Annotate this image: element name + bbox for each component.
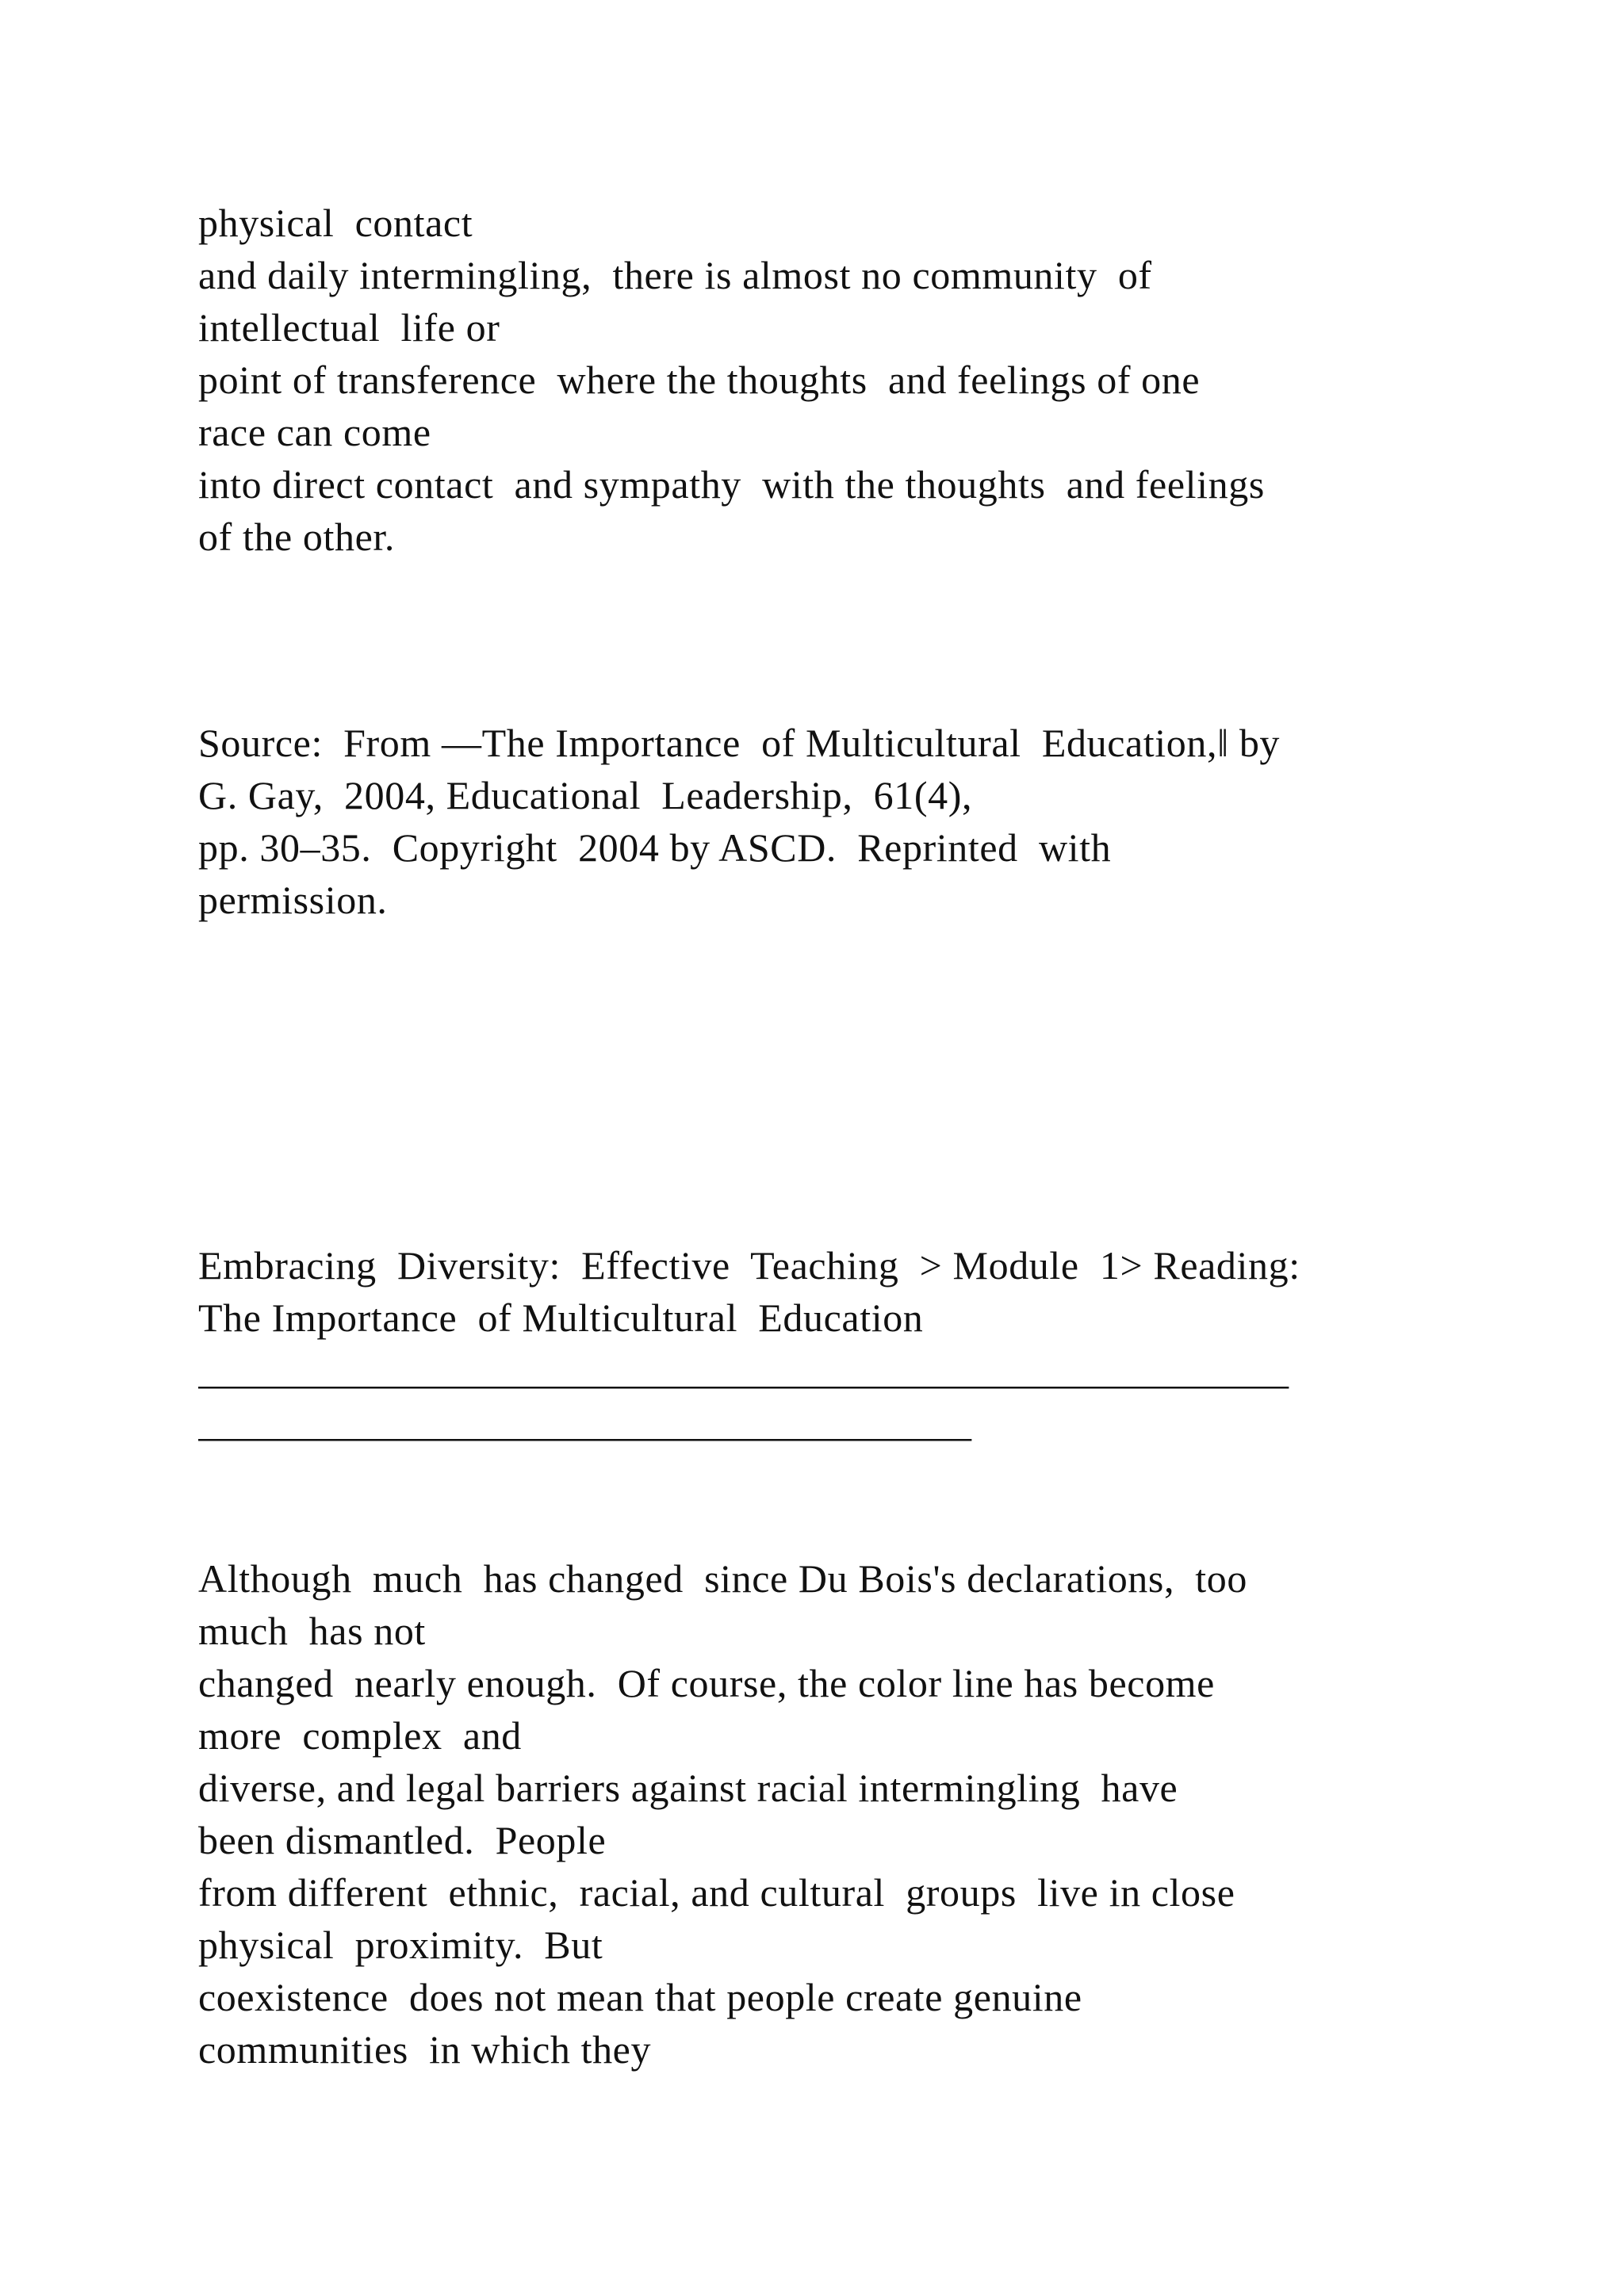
breadcrumb-line: Embracing Diversity: Effective Teaching > Module 1> Reading: <box>198 1243 1300 1288</box>
text-line: diverse, and legal barriers against racial intermingling have <box>198 1766 1178 1810</box>
text-line: from different ethnic, racial, and cultural groups live in close <box>198 1870 1235 1915</box>
citation-line: Source: From ―The Importance of Multicultural Education,‖ by <box>198 721 1281 765</box>
source-citation <box>198 717 1435 926</box>
text-line: been dismantled. People <box>198 1818 607 1862</box>
text-line: into direct contact and sympathy with the thoughts and feelings <box>198 462 1265 507</box>
text-line: physical contact <box>198 201 473 245</box>
text-line: more complex and <box>198 1713 522 1758</box>
paragraph-continuation <box>198 197 1435 563</box>
text-line: much has not <box>198 1609 426 1653</box>
text-line: changed nearly enough. Of course, the color line has become <box>198 1661 1215 1705</box>
breadcrumb-line: The Importance of Multicultural Education <box>198 1295 924 1340</box>
citation-line: pp. 30–35. Copyright 2004 by ASCD. Reprinted with <box>198 825 1112 870</box>
text-line: race can come <box>198 410 431 454</box>
separator-rule: _______________________________________________________ <box>198 1348 1289 1392</box>
paragraph-body <box>198 1552 1435 2076</box>
text-line: Although much has changed since Du Bois's declarations, too <box>198 1556 1247 1601</box>
breadcrumb <box>198 1239 1435 1448</box>
citation-line: G. Gay, 2004, Educational Leadership, 61(4), <box>198 773 973 817</box>
citation-line: permission. <box>198 878 388 922</box>
text-line: physical proximity. But <box>198 1923 603 1967</box>
separator-rule: _______________________________________ <box>198 1400 971 1445</box>
text-line: coexistence does not mean that people create genuine <box>198 1975 1082 2019</box>
text-line: of the other. <box>198 515 396 559</box>
text-line: point of transference where the thoughts and feelings of one <box>198 358 1201 402</box>
text-line: and daily intermingling, there is almost no community of <box>198 253 1152 297</box>
text-line: communities in which they <box>198 2027 652 2072</box>
text-line: intellectual life or <box>198 305 500 350</box>
